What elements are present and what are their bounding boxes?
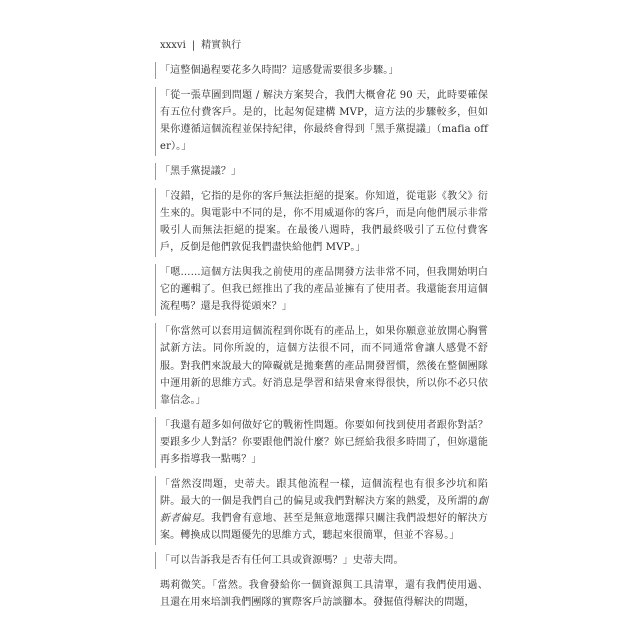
- paragraph-1: 「這整個過程要花多久時間？這感覺需要很多步驟。」: [155, 62, 488, 79]
- paragraph-8-text-after: 。我們會有意地、甚至是無意地選擇只關注我們設想好的解決方案。轉換成以問題優先的思維方式，聽起來很簡單，但並不容易。」: [160, 513, 488, 542]
- paragraph-8-text-before: 「當然沒問題，史蒂夫。跟其他流程一樣，這個流程也有很多沙坑和陷阱。最大的一個是我們自己的偏見或我們對解決方案的熱愛，及所謂的: [160, 478, 488, 507]
- paragraph-8: [155, 476, 488, 545]
- paragraph-3: 「黑手黨提議？」: [155, 163, 488, 180]
- body-text: [160, 62, 488, 619]
- paragraph-10: 瑪莉微笑。「當然。我會發給你一個資源與工具清單，還有我們使用過、且還在用來培訓我們團隊的實際客戶訪談腳本。發掘值得解決的問題，: [160, 579, 488, 608]
- paragraph-9: 「可以告訴我是否有任何工具或資源嗎？」史蒂夫問。: [155, 552, 488, 569]
- page-number: xxxvi: [160, 40, 186, 51]
- paragraph-6: 「你當然可以套用這個流程到你既有的產品上，如果你願意並放開心胸嘗試新方法。同你所說的，這個方法很不同，而不同通常會讓人感覺不舒服。對我們來說最大的障礙就是拋棄舊的產品開發習慣，然後在整個團隊中運用新的思維方式。好消息是學習和結果會來得很快，所以你不必只依靠信念。」: [155, 323, 488, 409]
- paragraph-2: 「從一張草圖到問題 / 解決方案契合，我們大概會花 90 天，此時要確保有五位付費客戶。是的，比起匆促建構 MVP，這方法的步驟較多，但如果你遵循這個流程並保持紀律，你最終會得到「黑手黨提議」（mafia offer）。」: [155, 87, 488, 156]
- running-header: [160, 36, 241, 51]
- paragraph-7: 「我還有超多如何做好它的戰術性問題。你要如何找到使用者跟你對話？要跟多少人對話？你要跟他們說什麼？妳已經給我很多時間了，但妳還能再多指導我一點嗎？」: [155, 417, 488, 469]
- emphasis-innovator-bias: 創新者偏見: [160, 495, 488, 525]
- paragraph-5: 「嗯……這個方法與我之前使用的產品開發方法非常不同，但我開始明白它的邏輯了。但我已經推出了我的產品並擁有了使用者。我還能套用這個流程嗎？還是我得從頭來？」: [155, 264, 488, 316]
- section-title: 精實執行: [201, 40, 242, 51]
- header-separator: |: [191, 40, 196, 51]
- paragraph-4: 「沒錯，它指的是你的客戶無法拒絕的提案。你知道，從電影《教父》衍生來的。與電影中不同的是，你不用威逼你的客戶，而是向他們展示非常吸引人而無法拒絕的提案。在最後八週時，我們最終吸引了五位付費客戶，反倒是他們敦促我們盡快給他們 MVP。」: [155, 188, 488, 257]
